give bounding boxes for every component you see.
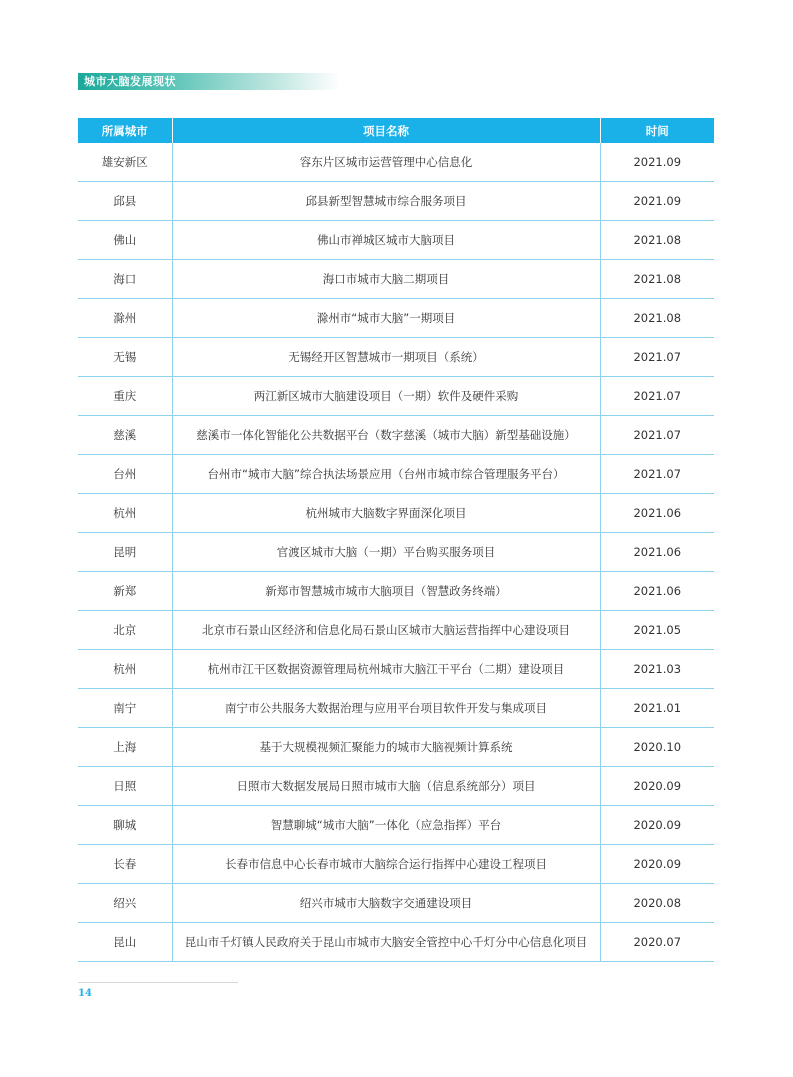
cell-city: 无锡 xyxy=(78,338,172,377)
cell-city: 海口 xyxy=(78,260,172,299)
table-row xyxy=(78,221,714,260)
cell-city: 邱县 xyxy=(78,182,172,221)
cell-time: 2021.09 xyxy=(600,143,714,182)
cell-city: 杭州 xyxy=(78,650,172,689)
table-row xyxy=(78,416,714,455)
table-row xyxy=(78,806,714,845)
cell-city: 雄安新区 xyxy=(78,143,172,182)
cell-city: 慈溪 xyxy=(78,416,172,455)
table-row xyxy=(78,689,714,728)
cell-project: 杭州市江干区数据资源管理局杭州城市大脑江干平台（二期）建设项目 xyxy=(172,650,600,689)
cell-project: 绍兴市城市大脑数字交通建设项目 xyxy=(172,884,600,923)
table-row xyxy=(78,767,714,806)
cell-project: 滁州市“城市大脑”一期项目 xyxy=(172,299,600,338)
cell-city: 滁州 xyxy=(78,299,172,338)
cell-project: 容东片区城市运营管理中心信息化 xyxy=(172,143,600,182)
projects-table xyxy=(78,118,714,962)
cell-time: 2021.06 xyxy=(600,494,714,533)
table-row xyxy=(78,611,714,650)
cell-time: 2021.03 xyxy=(600,650,714,689)
section-banner xyxy=(78,73,340,90)
table-row xyxy=(78,884,714,923)
cell-time: 2021.06 xyxy=(600,572,714,611)
cell-time: 2021.07 xyxy=(600,416,714,455)
cell-time: 2021.08 xyxy=(600,221,714,260)
cell-time: 2021.07 xyxy=(600,377,714,416)
table-row xyxy=(78,533,714,572)
cell-time: 2021.08 xyxy=(600,260,714,299)
cell-project: 官渡区城市大脑（一期）平台购买服务项目 xyxy=(172,533,600,572)
cell-time: 2020.09 xyxy=(600,767,714,806)
table-row xyxy=(78,338,714,377)
cell-city: 杭州 xyxy=(78,494,172,533)
cell-time: 2020.09 xyxy=(600,806,714,845)
table-row xyxy=(78,494,714,533)
cell-project: 慈溪市一体化智能化公共数据平台（数字慈溪（城市大脑）新型基础设施） xyxy=(172,416,600,455)
cell-city: 台州 xyxy=(78,455,172,494)
cell-project: 两江新区城市大脑建设项目（一期）软件及硬件采购 xyxy=(172,377,600,416)
table-row xyxy=(78,260,714,299)
cell-city: 南宁 xyxy=(78,689,172,728)
table-row xyxy=(78,299,714,338)
cell-time: 2020.07 xyxy=(600,923,714,962)
cell-time: 2020.08 xyxy=(600,884,714,923)
cell-project: 新郑市智慧城市城市大脑项目（智慧政务终端） xyxy=(172,572,600,611)
cell-project: 基于大规模视频汇聚能力的城市大脑视频计算系统 xyxy=(172,728,600,767)
cell-project: 智慧聊城“城市大脑”一体化（应急指挥）平台 xyxy=(172,806,600,845)
cell-time: 2021.08 xyxy=(600,299,714,338)
cell-project: 昆山市千灯镇人民政府关于昆山市城市大脑安全管控中心千灯分中心信息化项目 xyxy=(172,923,600,962)
cell-time: 2021.09 xyxy=(600,182,714,221)
cell-city: 上海 xyxy=(78,728,172,767)
table-body xyxy=(78,143,714,962)
table-row xyxy=(78,377,714,416)
cell-project: 台州市“城市大脑”综合执法场景应用（台州市城市综合管理服务平台） xyxy=(172,455,600,494)
cell-time: 2020.10 xyxy=(600,728,714,767)
cell-project: 北京市石景山区经济和信息化局石景山区城市大脑运营指挥中心建设项目 xyxy=(172,611,600,650)
table-row xyxy=(78,923,714,962)
header-city: 所属城市 xyxy=(78,118,172,143)
table-row xyxy=(78,572,714,611)
cell-time: 2021.06 xyxy=(600,533,714,572)
cell-city: 绍兴 xyxy=(78,884,172,923)
cell-city: 日照 xyxy=(78,767,172,806)
cell-project: 无锡经开区智慧城市一期项目（系统） xyxy=(172,338,600,377)
table-row xyxy=(78,845,714,884)
cell-time: 2020.09 xyxy=(600,845,714,884)
table-row xyxy=(78,455,714,494)
cell-project: 南宁市公共服务大数据治理与应用平台项目软件开发与集成项目 xyxy=(172,689,600,728)
cell-city: 佛山 xyxy=(78,221,172,260)
cell-time: 2021.01 xyxy=(600,689,714,728)
table-row xyxy=(78,728,714,767)
cell-time: 2021.07 xyxy=(600,338,714,377)
cell-project: 海口市城市大脑二期项目 xyxy=(172,260,600,299)
page-number: 14 xyxy=(78,988,92,999)
cell-city: 重庆 xyxy=(78,377,172,416)
cell-time: 2021.07 xyxy=(600,455,714,494)
section-title: 城市大脑发展现状 xyxy=(84,75,176,88)
table-header-row xyxy=(78,118,714,143)
table-row xyxy=(78,650,714,689)
cell-time: 2021.05 xyxy=(600,611,714,650)
table-row xyxy=(78,182,714,221)
header-time: 时间 xyxy=(600,118,714,143)
cell-project: 日照市大数据发展局日照市城市大脑（信息系统部分）项目 xyxy=(172,767,600,806)
cell-city: 长春 xyxy=(78,845,172,884)
cell-city: 昆明 xyxy=(78,533,172,572)
cell-city: 新郑 xyxy=(78,572,172,611)
footer-divider xyxy=(78,982,238,983)
cell-project: 佛山市禅城区城市大脑项目 xyxy=(172,221,600,260)
table-row xyxy=(78,143,714,182)
cell-project: 长春市信息中心长春市城市大脑综合运行指挥中心建设工程项目 xyxy=(172,845,600,884)
cell-city: 昆山 xyxy=(78,923,172,962)
header-project: 项目名称 xyxy=(172,118,600,143)
cell-project: 杭州城市大脑数字界面深化项目 xyxy=(172,494,600,533)
cell-project: 邱县新型智慧城市综合服务项目 xyxy=(172,182,600,221)
cell-city: 北京 xyxy=(78,611,172,650)
cell-city: 聊城 xyxy=(78,806,172,845)
